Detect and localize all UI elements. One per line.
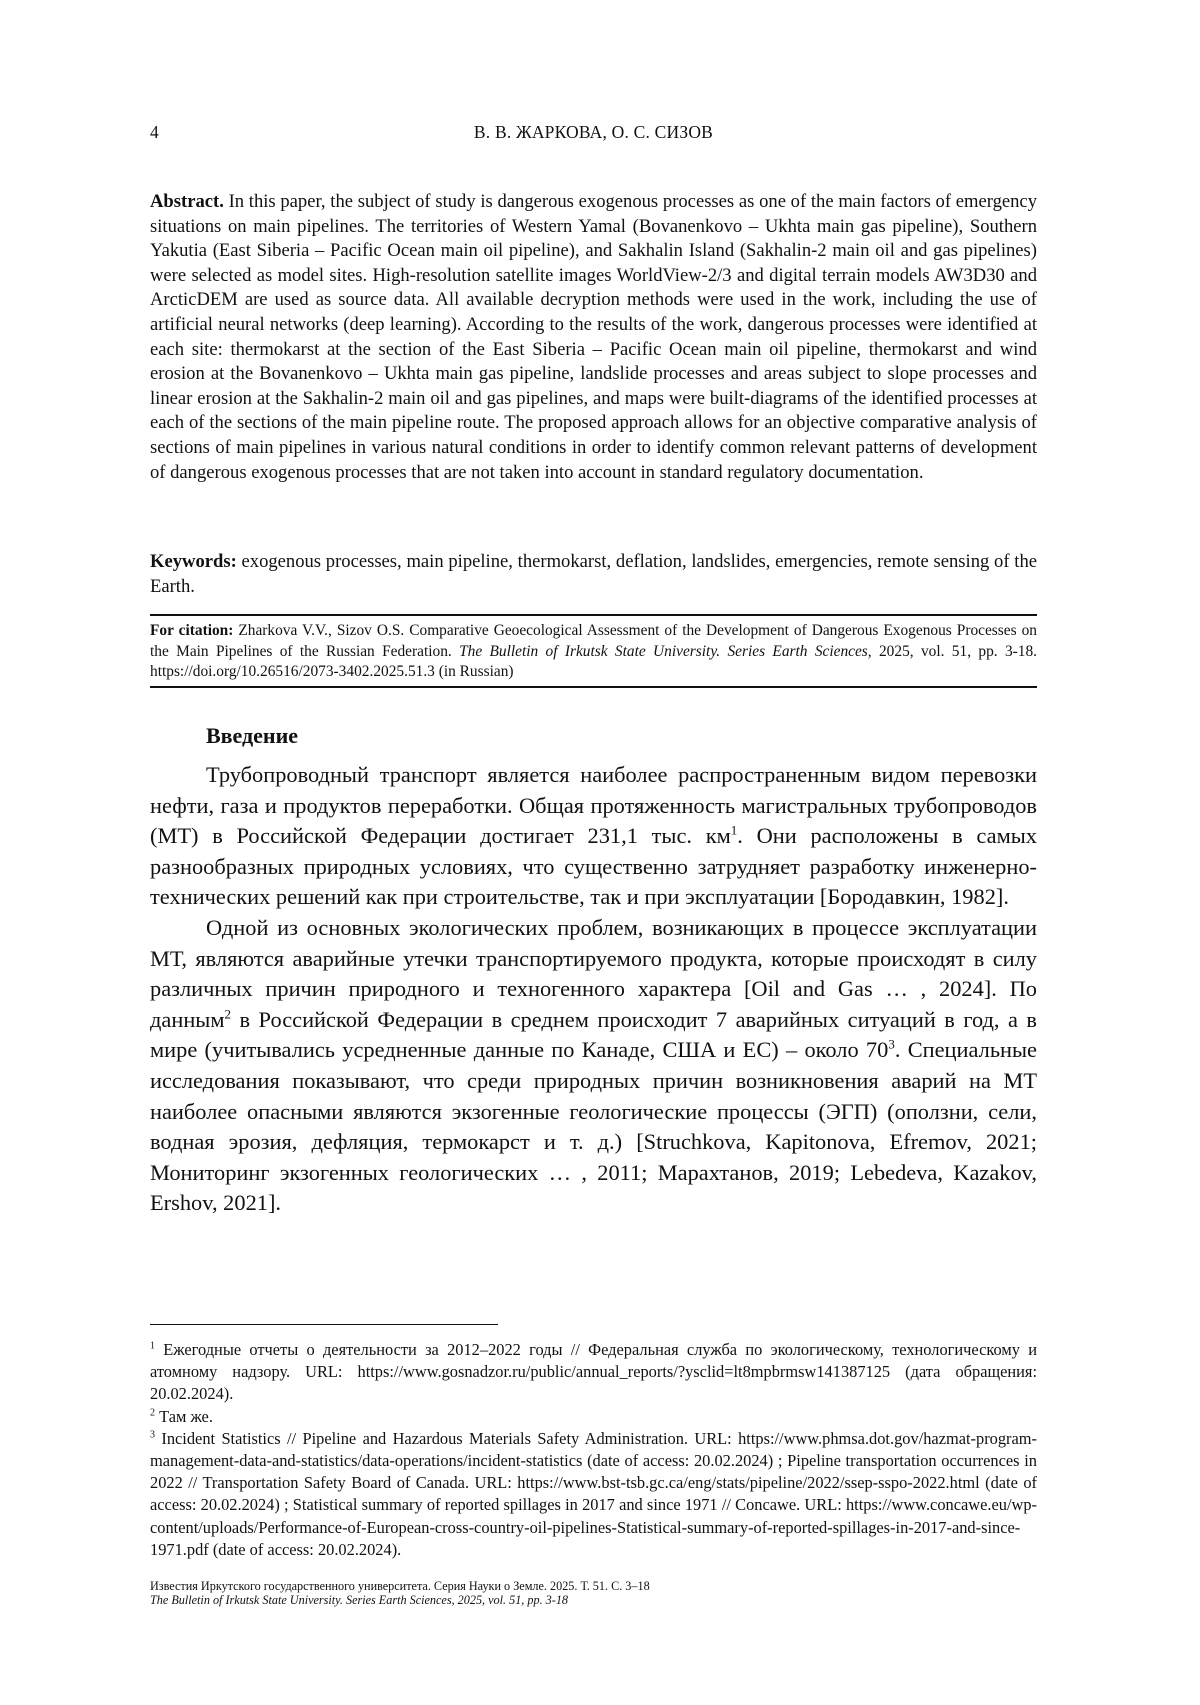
citation-box: [150, 614, 1037, 688]
footnote: $^3$ Incident Statistics // Pipeline and Hazardous Materials Safety Administration. URL: https://www.phmsa.dot.gov/hazmat-program-management-data-and-statistics/data-operations/incident-statistics (date of access: 20.02.2024) ; Pipeline transportation occurrences in 2022 // Transportation Safety Board of Canada. URL: https://www.bst-tsb.gc.ca/eng/stats/pipeline/2022/ssep-sspo-2022.html (date of access: 20.02.2024) ; Statistical summary of reported spillages in 2017 and since 1971 // Concawe. URL: https://www.concawe.eu/wp-content/uploads/Performance-of-European-cross-country-oil-pipelines-Statistical-summary-of-reported-spillages-in-2017-and-since-1971.pdf (date of access: 20.02.2024).: [150, 1428, 1037, 1559]
section-heading-introduction: Введение: [206, 723, 299, 748]
keywords-text: exogenous processes, main pipeline, thermokarst, deflation, landslides, emergencies, remote sensing of the Earth.: [150, 551, 1037, 597]
page-number: 4: [150, 122, 159, 142]
paragraph: Одной из основных экологических проблем, возникающих в процессе эксплуатации МТ, являются аварийные утечки транспортируемого продукта, которые происходят в силу различных причин природного и техногенного характера [Oil and Gas … , 2024]. По данным$^2$ в Российской Федерации в среднем происходит 7 аварийных ситуаций в год, а в мире (учитывались усредненные данные по Канаде, США и ЕС) – около $70^3$. Специальные исследования показывают, что среди природных причин возникновения аварий на МТ наиболее опасными являются экзогенные геологические процессы (ЭГП) (оползни, сели, водная эрозия, дефляция, термокарст и т. д.) [Struchkova, Kapitonova, Efremov, 2021; Мониторинг экзогенных геологических … , 2011; Марахтанов, 2019; Lebedeva, Kazakov, Ershov, 2021].: [150, 914, 1037, 1216]
footnotes: [150, 1339, 1037, 1561]
citation-details: 2025, vol. 51, pp. 3-18. https://doi.org/10.26516/2073-3402.2025.51.3 (in Russian): [150, 642, 1037, 681]
footnote: $^1$ Ежегодные отчеты о деятельности за 2012–2022 годы // Федеральная служба по экологическому, технологическому и атомному надзору. URL: https://www.gosnadzor.ru/public/annual_reports/?ysclid=lt8mpbrmsw141387125 (дата обращения: 20.02.2024).: [150, 1340, 1037, 1404]
citation-label: For citation:: [150, 622, 234, 639]
footnote-divider: [150, 1324, 498, 1325]
paragraph: Трубопроводный транспорт является наиболее распространенным видом перевозки нефти, газа и продуктов переработки. Общая протяженность магистральных трубопроводов (МТ) в Российской Федерации достигает 231,1 тыс. $км^1$. Они расположены в самых разнообразных природных условиях, что существенно затрудняет разработку инженерно-технических решений как при строительстве, так и при эксплуатации [Бородавкин, 1982].: [150, 762, 1037, 910]
abstract-text: In this paper, the subject of study is dangerous exogenous processes as one of the main factors of emergency situations on main pipelines. The territories of Western Yamal (Bovanenkovo – Ukhta main gas pipeline), Southern Yakutia (East Siberia – Pacific Ocean main oil pipeline), and Sakhalin Island (Sakhalin-2 main oil and gas pipelines) were selected as model sites. High-resolution satellite images WorldView-2/3 and digital terrain models AW3D30 and ArcticDEM are used as source data. All available decryption methods were used in the work, including the use of artificial neural networks (deep learning). According to the results of the work, dangerous processes were identified at each site: thermokarst at the section of the East Siberia – Pacific Ocean main oil pipeline, thermokarst and wind erosion at the Bovanenkovo – Ukhta main gas pipeline, landslide processes and areas subject to slope processes and linear erosion at the Sakhalin-2 main oil and gas pipelines, and maps were built-diagrams of the identified processes at each of the sections of the main pipeline route. The proposed approach allows for an objective comparative analysis of sections of main pipelines in various natural conditions in order to identify common relevant patterns of development of dangerous exogenous processes that are not taken into account in standard regulatory documentation.: [150, 191, 1037, 483]
citation-text: Zharkova V.V., Sizov O.S. Comparative Geoecological Assessment of the Development of Dangerous Exogenous Processes on the Main Pipelines of the Russian Federation.: [150, 622, 1037, 660]
keywords: [150, 550, 1037, 599]
citation-journal: The Bulletin of Irkutsk State University. Series Earth Sciences,: [459, 642, 872, 660]
abstract-label: Abstract.: [150, 191, 224, 212]
footnote-ref: 3: [888, 1036, 895, 1052]
keywords-label: Keywords:: [150, 551, 237, 572]
running-head-authors: В. В. ЖАРКОВА, О. С. СИЗОВ: [473, 122, 714, 142]
journal-footer-ru: Известия Иркутского государственного университета. Серия Науки о Земле. 2025. Т. 51. С. 3–18: [150, 1579, 650, 1593]
body-text: [150, 760, 1037, 1219]
footnote: $^2$ Там же.: [150, 1406, 213, 1426]
journal-footer: [150, 1579, 1037, 1607]
journal-footer-en: The Bulletin of Irkutsk State University. Series Earth Sciences, 2025, vol. 51, pp. 3-18: [150, 1593, 569, 1607]
footnote-ref: 2: [224, 1006, 232, 1022]
footnote-ref: 1: [730, 822, 738, 838]
abstract: [150, 190, 1037, 485]
